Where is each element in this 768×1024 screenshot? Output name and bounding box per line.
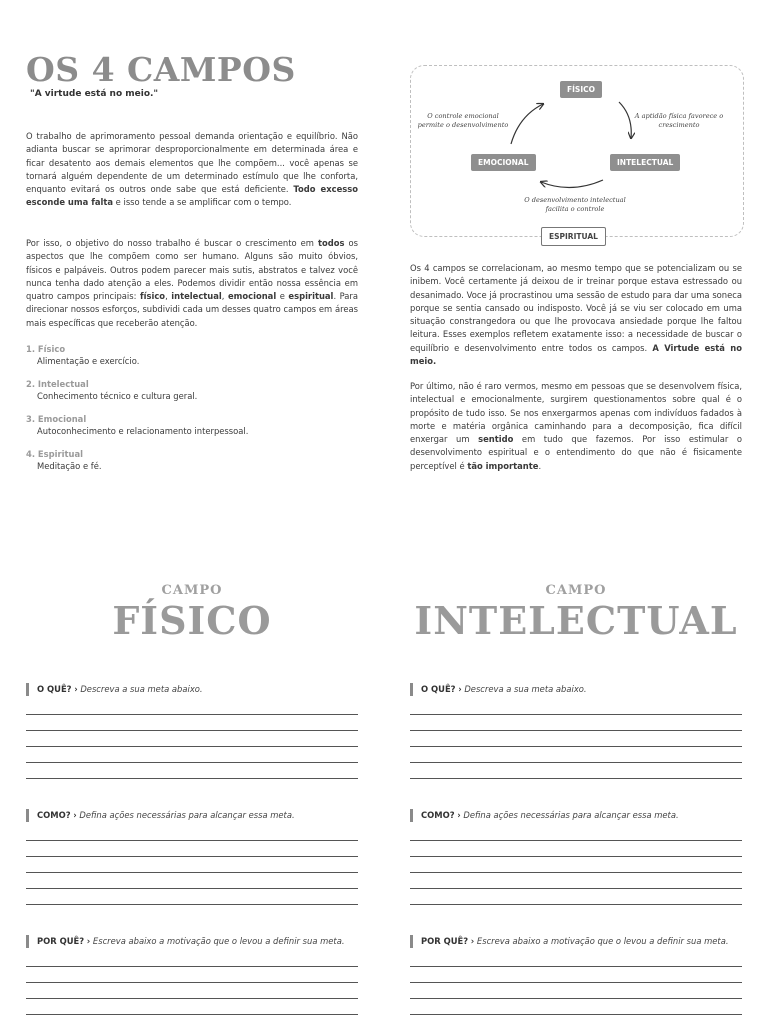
- section-hint: Descreva a sua meta abaixo.: [464, 684, 587, 694]
- campos-list: [26, 344, 356, 484]
- writing-line[interactable]: [26, 966, 358, 967]
- list-item: [26, 344, 356, 366]
- note-intelectual: O desenvolvimento intelectual facilita o controle: [524, 196, 626, 213]
- text-bold: emocional: [227, 291, 277, 302]
- section-como: [410, 809, 679, 822]
- campo-label: CAMPO: [545, 583, 607, 598]
- writing-line[interactable]: [26, 888, 358, 889]
- text: .: [538, 460, 542, 471]
- list-item-title: 1. Físico: [26, 344, 66, 354]
- writing-line[interactable]: [410, 746, 742, 747]
- chevron-right-icon: ›: [73, 810, 77, 820]
- text: ,: [165, 291, 172, 302]
- section-label: POR QUÊ?: [421, 936, 469, 946]
- section-como: [26, 809, 295, 822]
- writing-line[interactable]: [410, 1014, 742, 1015]
- text: O trabalho de aprimoramento pessoal demanda orientação e equilíbrio. Não adianta buscar se aprimorar desproporcionalmente em determinada área e ficar desatento aos demais elementos que lhe compõem... você apenas se tornará alguém dependente de um determinado estímulo que lhe conforta, enquanto evitará os outros onde sabe que está deficiente.: [26, 131, 358, 195]
- text: e isso tende a se amplificar com o tempo.: [113, 197, 292, 208]
- writing-line[interactable]: [410, 998, 742, 999]
- section-hint: Descreva a sua meta abaixo.: [80, 684, 203, 694]
- writing-line[interactable]: [410, 730, 742, 731]
- text-bold: tão importante: [467, 460, 539, 471]
- writing-line[interactable]: [26, 998, 358, 999]
- worksheet-fisico-header: [26, 583, 358, 643]
- list-item: [26, 449, 356, 471]
- text: . Para direcionar nossos esforços, subdividi cada um desses quatro campos em áreas mais específicas que receberão atenção.: [26, 291, 358, 328]
- text-bold: físico: [139, 291, 166, 302]
- text-bold: sentido: [478, 434, 514, 445]
- list-item-title: 4. Espiritual: [26, 449, 83, 459]
- writing-line[interactable]: [410, 856, 742, 857]
- text: em tudo que fazemos. Por isso estimular o desenvolvimento espiritual e o entendimento do que não é fisicamente perceptível é: [410, 434, 743, 471]
- writing-line[interactable]: [410, 840, 742, 841]
- list-item-title: 2. Intelectual: [26, 379, 89, 389]
- body-paragraph-2: [410, 380, 742, 473]
- writing-line[interactable]: [26, 982, 358, 983]
- writing-line[interactable]: [26, 1014, 358, 1015]
- writing-line[interactable]: [26, 904, 358, 905]
- writing-line[interactable]: [26, 840, 358, 841]
- chevron-right-icon: ›: [74, 684, 78, 694]
- list-item: [26, 379, 356, 401]
- list-item-desc: Alimentação e exercício.: [37, 356, 140, 366]
- chevron-right-icon: ›: [470, 936, 475, 946]
- writing-line[interactable]: [26, 762, 358, 763]
- text: os aspectos que lhe compõem como ser humano. Alguns são muito óbvios, físicos e palpáveis. Outros podem parecer mais sutis, abstratos e talvez você nunca tenha dado atenção a eles. Podemos dividir então nossa essência em quatro campos principais:: [26, 238, 358, 302]
- node-fisico: FÍSICO: [560, 81, 602, 98]
- node-emocional: EMOCIONAL: [471, 154, 536, 171]
- section-por-que: [410, 935, 729, 948]
- text-bold: espiritual: [288, 291, 334, 302]
- text: Por último, não é raro vermos, mesmo em pessoas que se desenvolvem física, intelectual e emocionalmente, surgirem questionamentos sobre qual é o propósito de tudo isso. Se nos enxergarmos apenas com indivíduos fadados à morte e matéria orgânica caminhando para a decomposição, fica difícil enxergar um: [410, 381, 742, 445]
- text: e: [276, 291, 289, 302]
- text-bold: A Virtude está no meio.: [410, 342, 742, 367]
- intro-paragraph-2: [26, 237, 358, 330]
- page-title: OS 4 CAMPOS: [26, 50, 296, 89]
- list-item-desc: Conhecimento técnico e cultura geral.: [37, 391, 198, 401]
- campo-title: FÍSICO: [112, 598, 272, 643]
- section-bar: [26, 683, 29, 696]
- writing-line[interactable]: [26, 730, 358, 731]
- section-bar: [410, 809, 413, 822]
- writing-line[interactable]: [26, 872, 358, 873]
- campos-diagram: [410, 65, 744, 241]
- section-label: COMO?: [421, 810, 455, 820]
- section-label: COMO?: [37, 810, 71, 820]
- section-label: O QUÊ?: [421, 684, 456, 694]
- text-bold: todos: [317, 238, 345, 248]
- campo-label: CAMPO: [161, 583, 223, 598]
- writing-line[interactable]: [410, 872, 742, 873]
- campo-title: INTELECTUAL: [414, 598, 738, 643]
- section-o-que: [410, 683, 587, 696]
- text: Por isso, o objetivo do nosso trabalho é buscar o crescimento em: [26, 238, 318, 248]
- writing-line[interactable]: [410, 982, 742, 983]
- node-intelectual: INTELECTUAL: [610, 154, 680, 171]
- body-paragraph-1: [410, 262, 742, 368]
- section-hint: Escreva abaixo a motivação que o levou a definir sua meta.: [476, 936, 729, 946]
- writing-line[interactable]: [26, 714, 358, 715]
- list-item-desc: Meditação e fé.: [37, 461, 102, 471]
- list-item: [26, 414, 356, 436]
- worksheet-intelectual-header: [410, 583, 742, 643]
- section-bar: [410, 935, 413, 948]
- writing-line[interactable]: [410, 966, 742, 967]
- writing-line[interactable]: [26, 778, 358, 779]
- chevron-right-icon: ›: [86, 936, 91, 946]
- intro-paragraph-1: [26, 130, 358, 210]
- section-o-que: [26, 683, 203, 696]
- chevron-right-icon: ›: [457, 810, 461, 820]
- section-por-que: [26, 935, 345, 948]
- text: ,: [221, 291, 228, 302]
- section-hint: Defina ações necessárias para alcançar essa meta.: [79, 810, 295, 820]
- writing-line[interactable]: [26, 856, 358, 857]
- section-label: POR QUÊ?: [37, 936, 85, 946]
- page-subtitle: "A virtude está no meio.": [30, 89, 159, 99]
- writing-line[interactable]: [410, 714, 742, 715]
- note-emocional: O controle emocional permite o desenvolvimento: [417, 112, 509, 129]
- writing-line[interactable]: [410, 904, 742, 905]
- section-hint: Defina ações necessárias para alcançar essa meta.: [463, 810, 679, 820]
- section-label: O QUÊ?: [37, 684, 72, 694]
- arrow-intelectual-emocional: [541, 180, 603, 188]
- writing-line[interactable]: [410, 778, 742, 779]
- text: Os 4 campos se correlacionam, ao mesmo tempo que se potencializam ou se inibem. Você certamente já deixou de ir treinar porque estava estressado ou desanimado. Voce já procrastinou uma sessão de estudo para dar uma soneca porque se sentia cansado ou indisposto. Você já se viu ser colocado em uma situação constrangedora ou que lhe provocava ansiedade porque lhe faltou leitura. Esses exemplos refletem exatamente isso: a necessidade de buscar o equilíbrio e desenvolvimento entre todos os campos.: [410, 263, 742, 353]
- note-fisico: A aptidão física favorece o crescimento: [634, 112, 724, 129]
- text-bold: Todo excesso esconde uma falta: [26, 184, 359, 208]
- section-bar: [26, 809, 29, 822]
- writing-line[interactable]: [410, 888, 742, 889]
- writing-line[interactable]: [410, 762, 742, 763]
- arrow-emocional-fisico: [511, 104, 543, 144]
- section-bar: [26, 935, 29, 948]
- arrow-fisico-intelectual: [619, 102, 631, 138]
- list-item-desc: Autoconhecimento e relacionamento interpessoal.: [37, 426, 249, 436]
- chevron-right-icon: ›: [458, 684, 462, 694]
- section-bar: [410, 683, 413, 696]
- writing-line[interactable]: [26, 746, 358, 747]
- section-hint: Escreva abaixo a motivação que o levou a definir sua meta.: [92, 936, 345, 946]
- node-espiritual: ESPIRITUAL: [541, 227, 606, 246]
- list-item-title: 3. Emocional: [26, 414, 87, 424]
- text-bold: intelectual: [171, 291, 222, 302]
